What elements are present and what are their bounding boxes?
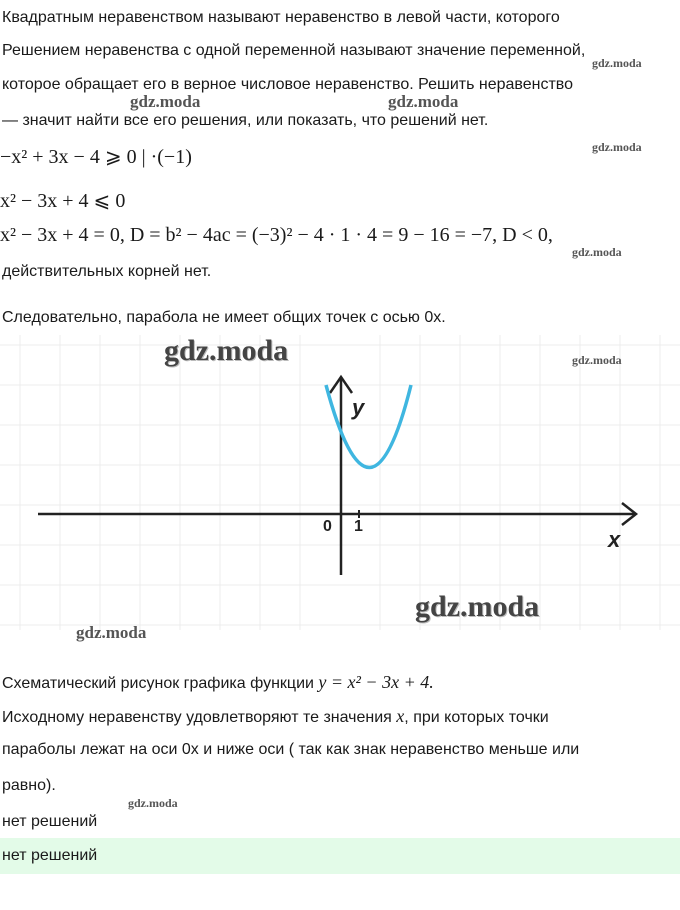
- watermark: gdz.moda: [572, 353, 622, 367]
- x-axis-label: x: [608, 527, 621, 552]
- parabola-curve: [326, 385, 411, 468]
- origin-label: 0: [323, 518, 332, 535]
- caption-formula: y = x² − 3x + 4.: [318, 672, 434, 692]
- watermark: gdz.moda: [388, 92, 459, 111]
- graph-caption: [2, 672, 434, 693]
- text-line-3: которое обращает его в верное числовое неравенство. Решить неравенство: [2, 76, 573, 93]
- formula-inequality-original: −x² + 3x − 4 ⩾ 0 | ·(−1): [0, 146, 192, 168]
- answer-box: [0, 838, 680, 874]
- formula-discriminant: x² − 3x + 4 = 0, D = b² − 4ac = (−3)² − 4 · 1 · 4 = 9 − 16 = −7, D < 0,: [0, 224, 553, 246]
- condition-variable: x: [396, 706, 405, 726]
- text-line-4: — значит найти все его решения, или показать, что решений нет.: [2, 112, 489, 129]
- text-no-roots: действительных корней нет.: [2, 263, 212, 280]
- condition-part-b: , при которых точки: [404, 709, 549, 726]
- text-line-1: Квадратным неравенством называют неравенство в левой части, которого: [2, 9, 560, 26]
- watermark: gdz.moda: [592, 56, 642, 70]
- text-line-2: Решением неравенства с одной переменной называют значение переменной,: [2, 42, 586, 59]
- watermark: gdz.moda: [164, 334, 289, 367]
- answer-text: нет решений: [2, 847, 98, 864]
- condition-part-a: Исходному неравенству удовлетворяют те значения: [2, 709, 392, 726]
- caption-prefix: Схематический рисунок графика функции: [2, 675, 314, 692]
- y-axis-label: y: [352, 395, 365, 420]
- watermark: gdz.moda: [415, 590, 540, 623]
- parabola-graph: [0, 335, 680, 630]
- watermark: gdz.moda: [76, 623, 147, 642]
- text-parabola-conclusion: Следовательно, парабола не имеет общих точек с осью 0x.: [2, 309, 446, 326]
- text-line-8: параболы лежат на оси 0x и ниже оси ( так как знак неравенство меньше или: [2, 741, 580, 758]
- text-condition: [2, 706, 549, 727]
- tick-label-1: 1: [354, 518, 363, 535]
- formula-inequality-multiplied: x² − 3x + 4 ⩽ 0: [0, 190, 126, 212]
- watermark: gdz.moda: [592, 140, 642, 154]
- text-line-9: равно).: [2, 777, 56, 794]
- watermark: gdz.moda: [130, 92, 201, 111]
- watermark: gdz.moda: [572, 245, 622, 259]
- text-line-10: нет решений: [2, 813, 98, 830]
- watermark: gdz.moda: [128, 796, 178, 810]
